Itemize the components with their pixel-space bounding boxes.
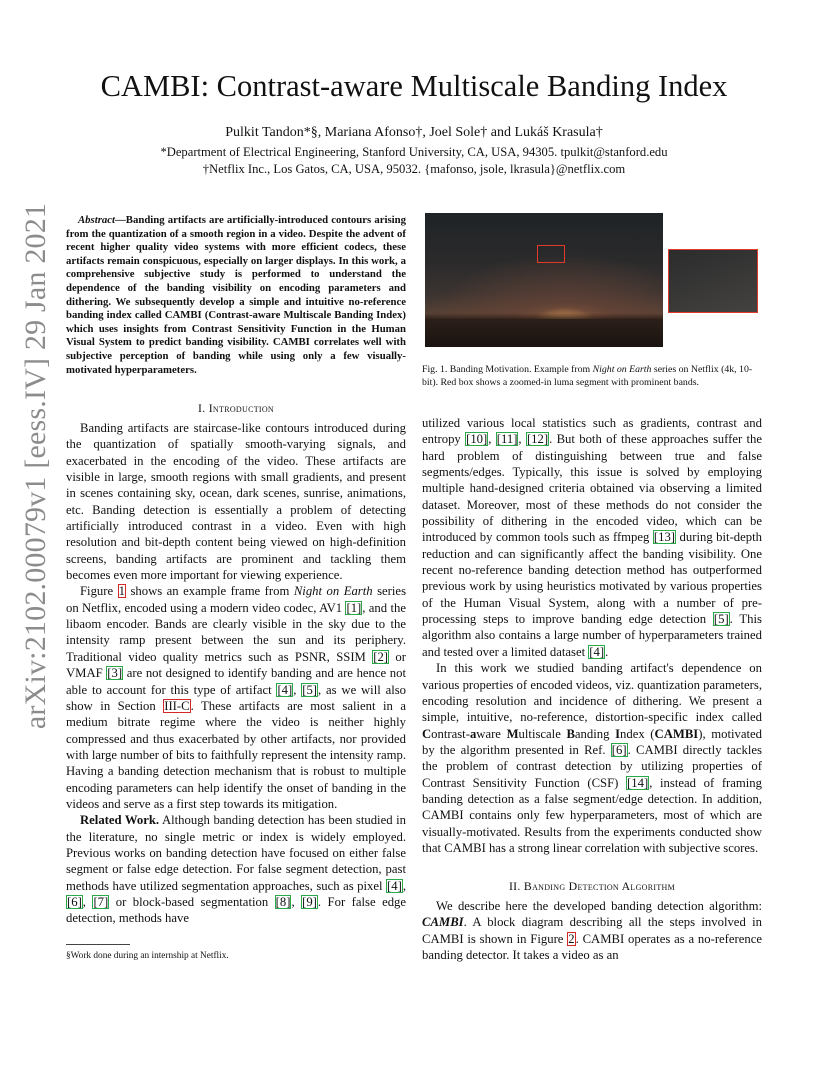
citation-link[interactable]: [9] xyxy=(302,894,317,909)
citation-link[interactable]: [14] xyxy=(627,775,649,790)
section-title: Introduction xyxy=(208,401,275,415)
algorithm-paragraph: We describe here the developed banding detection algorithm: CAMBI. A block diagram describing all the steps involved in CAMBI is shown in Figure 2. CAMBI operates as a no-reference banding detector. It takes a video as an xyxy=(422,899,763,963)
figure-1-zoomed-segment xyxy=(668,249,758,313)
contribution-paragraph: In this work we studied banding artifact's dependence on various properties of encoded videos, viz. quantization parameters, encoding resolution and incidence of dithering. We present a simple, intuitive, no-reference, distortion-specific index called Contrast-aware Multiscale Banding Index (CAMBI), motivated by the algorithm presented in Ref. [6]. CAMBI directly tackles the problem of contrast detection by utilizing properties of Contrast Sensitivity Function (CSF) [14], instead of framing banding detection as a false segment/edge detection. In addition, CAMBI contains only few hyperparameters, most of which are visually-motivated. Results from the experiments conducted show that CAMBI has a strong linear correlation with subjective scores. xyxy=(422,661,762,855)
citation-link[interactable]: [2] xyxy=(373,649,389,664)
citation-link[interactable]: [10] xyxy=(466,432,488,447)
arxiv-stamp-text: arXiv:2102.00079v1 [eess.IV] 29 Jan 2021 xyxy=(19,202,52,730)
author-list: Pulkit Tandon*§, Mariana Afonso†, Joel Sole† and Lukáš Krasula† xyxy=(225,125,603,140)
right-column-body xyxy=(422,415,762,856)
arxiv-identifier-stamp xyxy=(0,0,60,1072)
citation-link[interactable]: [3] xyxy=(107,666,123,681)
intro-paragraph-2: Figure 1 shows an example frame from Night on Earth series on Netflix, encoded using a modern video codec, AV1 [1], and the libaom encoder. Bands are clearly visible in the sky due to the intensity ramp present between the sun and its periphery. Traditional video quality metrics such as PSNR, SSIM [2] or VMAF [3] are not designed to identify banding and are hence not able to account for this type of artifact [4], [5], as we will also show in Section III-C. These artifacts are most salient in a medium bitrate regime where the video is neither highly compressed and thus exacerbated by other artifacts, nor provided with large number of bits to faithfully represent the intensity ramp. Having a banding detection mechanism that is robust to multiple encoding parameters can help identify the onset of banding in the videos and serve as a first step towards its mitigation. xyxy=(66,584,407,811)
abstract xyxy=(66,214,406,377)
paper-title: CAMBI: Contrast-aware Multiscale Banding Index xyxy=(100,69,728,103)
figure-label: Fig. 1. xyxy=(422,364,448,375)
citation-link[interactable]: [5] xyxy=(302,682,318,697)
abstract-label: Abstract xyxy=(78,214,116,226)
citation-link[interactable]: [4] xyxy=(387,878,402,893)
citation-link[interactable]: [6] xyxy=(611,742,627,757)
footnote: §Work done during an internship at Netflix. xyxy=(66,951,229,961)
intro-paragraph-1: Banding artifacts are staircase-like contours introduced during the quantization of spatially smooth-varying signals, and exacerbated in the encoding of the video. These artifacts are visible in large, smooth regions with small gradients, and present in scenes containing sky, ocean, dark scenes, sunrise, animations, etc. Banding detection is essentially a problem of detecting artificially introduced contrast in a video. Even with high resolution and bit-depth content being viewed on high-definition screens, banding artifacts are prominent and tackling them becomes even more important for viewing experience. xyxy=(66,421,406,583)
section-heading-introduction xyxy=(66,401,406,416)
citation-link[interactable]: [7] xyxy=(93,894,109,909)
footnote-rule xyxy=(66,944,130,945)
related-work-continued: utilized various local statistics such as gradients, contrast and entropy [10], [11], [12]. But both of these approaches suffer the hard problem of distinguishing between true and false segments/edges. Typically, this issue is solved by employing multiple hand-designed criteria obtained via observing a limited dataset. Moreover, most of these methods do not consider the possibility of dithering in the encoded video, which can be introduced by common tools such as ffmpeg [13] during bit-depth reduction and can significantly affect the banding visibility. One recent no-reference banding detection method has outperformed previous work by using heuristics motivated by various properties of the Human Visual System, along with a number of pre-processing steps to improve banding edge detection [5]. This algorithm also contains a large number of hyperparameters trained and tested over a limited dataset [4]. xyxy=(422,416,763,659)
left-column-body xyxy=(66,420,406,927)
figure-2-link[interactable]: 2 xyxy=(568,931,575,946)
figure-1-link[interactable]: 1 xyxy=(118,584,125,599)
citation-link[interactable]: [12] xyxy=(526,432,549,447)
figure-1-caption: Fig. 1. Banding Motivation. Example from Night on Earth series on Netflix (4k, 10-bit). Red box shows a zoomed-in luma segment with prominent bands. xyxy=(422,364,753,388)
citation-link[interactable]: [8] xyxy=(275,894,291,909)
section-heading-algorithm xyxy=(422,879,762,894)
related-work-paragraph: Related Work. Although banding detection has been studied in the literature, no single metric or index is widely employed. Previous works on banding detection have focused on either false segment or false edge detection. For false segment detection, past methods have utilized segmentation approaches, such as pixel [4], [6], [7] or block-based segmentation [8], [9]. For false edge detection, methods have xyxy=(66,813,407,926)
citation-link[interactable]: [1] xyxy=(346,600,362,615)
figure-1-sunset-frame xyxy=(425,213,663,347)
citation-link[interactable]: [5] xyxy=(713,612,729,627)
abstract-text: —Banding artifacts are artificially-introduced contours arising from the quantization of a smooth region in a video. Despite the advent of recent higher quality video systems with more efficient codecs, these artifacts remain conspicuous, especially on larger displays. In this work, a comprehensive subjective study is performed to understand the dependence of the banding visibility on encoding parameters and dithering. We subsequently develop a simple and intuitive no-reference banding index called CAMBI (Contrast-aware Multiscale Banding Index) which uses insights from Contrast Sensitivity Function in the Human Visual System to predict banding visibility. CAMBI correlates well with subjective perception of banding while using only a few visually-motivated hyperparameters. xyxy=(66,214,406,376)
citation-link[interactable]: [4] xyxy=(589,644,605,659)
section-number: II. xyxy=(508,879,524,893)
affiliation-stanford: *Department of Electrical Engineering, Stanford University, CA, USA, 94305. tpulkit@stanford.edu xyxy=(160,145,668,159)
citation-link[interactable]: [6] xyxy=(67,894,82,909)
affiliation-netflix: †Netflix Inc., Los Gatos, CA, USA, 95032. {mafonso, jsole, lkrasula}@netflix.com xyxy=(202,162,626,176)
section-title: Banding Detection Algorithm xyxy=(523,879,676,893)
citation-link[interactable]: [11] xyxy=(496,432,518,447)
citation-link[interactable]: [13] xyxy=(653,530,676,545)
section-link[interactable]: III-C xyxy=(164,698,190,713)
algorithm-intro xyxy=(422,898,762,963)
zoom-region-box xyxy=(537,245,565,263)
section-number: I. xyxy=(197,401,209,415)
citation-link[interactable]: [4] xyxy=(277,682,293,697)
ground-silhouette xyxy=(425,319,663,347)
